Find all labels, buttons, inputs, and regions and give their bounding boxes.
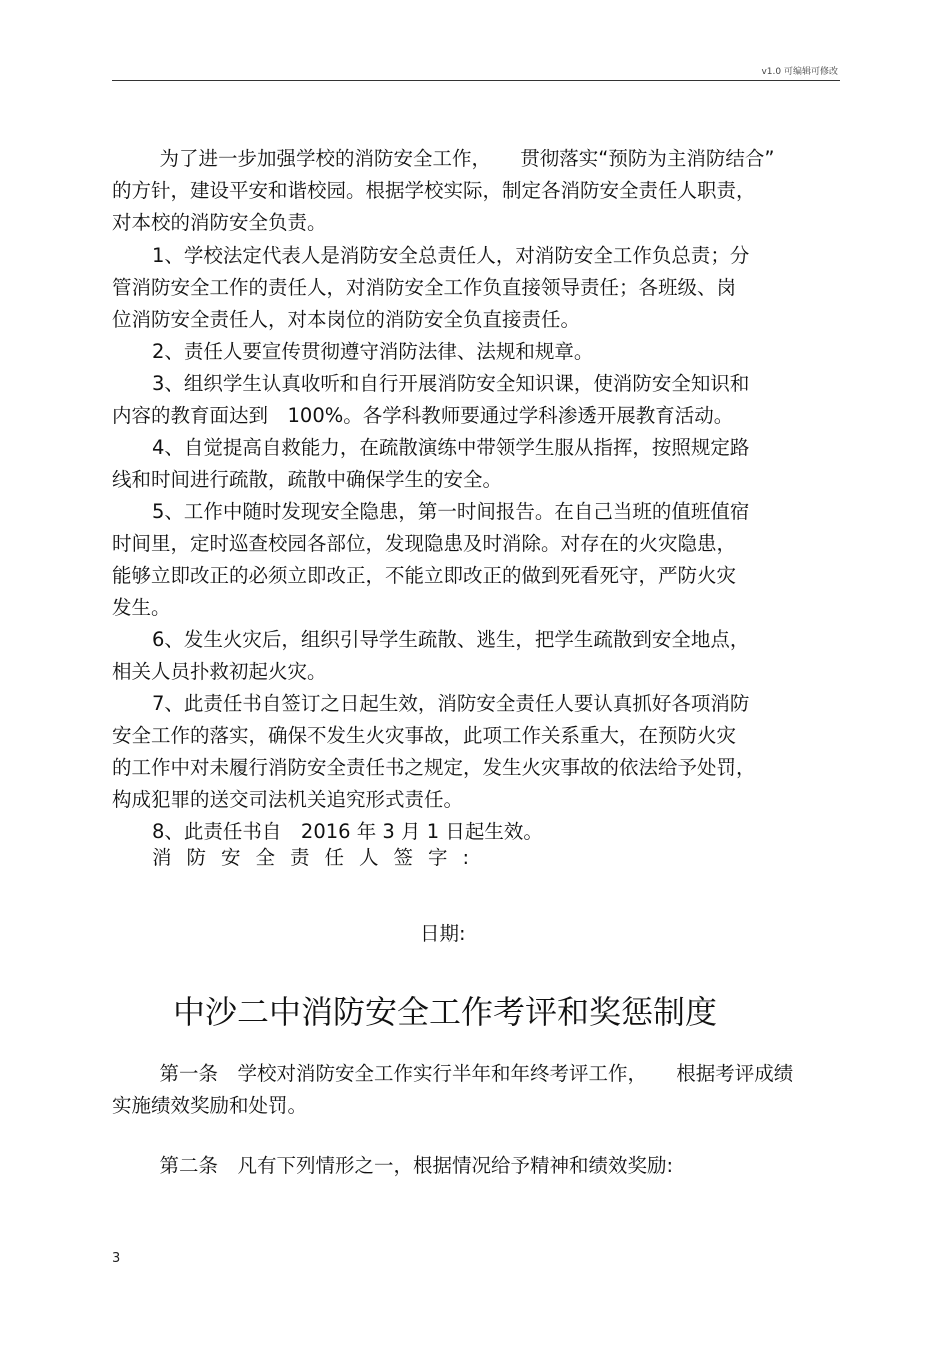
text-line: 实施绩效奖励和处罚。 [112,1094,308,1117]
text-line: 内容的教育面达到 100%。各学科教师要通过学科渗透开展教育活动。 [112,404,734,427]
article-2-paragraph [112,1150,812,1182]
text-line: 相关人员扑救初起火灾。 [112,660,327,683]
text-line: 位消防安全责任人，对本岗位的消防安全负直接责任。 [112,308,581,331]
header-divider [112,80,840,81]
clause-7-paragraph [112,688,812,816]
text-line: 4、自觉提高自救能力，在疏散演练中带领学生服从指挥，按照规定路 [152,436,750,459]
text-line: 为了进一步加强学校的消防安全工作， 贯彻落实“预防为主消防结合” [140,147,775,170]
text-line: 线和时间进行疏散，疏散中确保学生的安全。 [112,468,503,491]
version-label: v1.0 可编辑可修改 [761,67,838,77]
text-line: 对本校的消防安全负责。 [112,211,327,234]
clause-1-paragraph [112,240,812,336]
page-number: 3 [112,1251,121,1266]
clause-6-paragraph [112,624,812,688]
text-line: 的工作中对未履行消防安全责任书之规定，发生火灾事故的依法给予处罚， [112,756,756,779]
intro-paragraph [112,143,812,239]
section-title: 中沙二中消防安全工作考评和奖惩制度 [172,993,717,1031]
clause-4-paragraph [112,432,812,496]
text-line: 时间里，定时巡查校园各部位，发现隐患及时消除。对存在的火灾隐患， [112,532,737,555]
article-1-paragraph [112,1058,812,1122]
clause-2-paragraph [112,336,812,368]
text-line: 5、工作中随时发现安全隐患，第一时间报告。在自己当班的值班值宿 [152,500,750,523]
text-line: 构成犯罪的送交司法机关追究形式责任。 [112,788,464,811]
text-line: 第二条 凡有下列情形之一，根据情况给予精神和绩效奖励: [140,1154,674,1177]
text-line: 安全工作的落实，确保不发生火灾事故，此项工作关系重大，在预防火灾 [112,724,737,747]
clause-5-paragraph [112,496,812,624]
text-line: 管消防安全工作的责任人，对消防安全工作负直接领导责任；各班级、岗 [112,276,737,299]
clause-3-paragraph [112,368,812,432]
text-line: 的方针，建设平安和谐校园。根据学校实际，制定各消防安全责任人职责， [112,179,756,202]
signature-label: 消防安全责任人签字: [152,846,485,869]
text-line: 7、此责任书自签订之日起生效，消防安全责任人要认真抓好各项消防 [152,692,750,715]
text-line: 2、责任人要宣传贯彻遵守消防法律、法规和规章。 [152,340,594,363]
text-line: 第一条 学校对消防安全工作实行半年和年终考评工作， 根据考评成绩 [140,1062,794,1085]
text-line: 8、此责任书自 2016 年 3 月 1 日起生效。 [152,820,543,843]
text-line: 6、发生火灾后，组织引导学生疏散、逃生，把学生疏散到安全地点， [152,628,750,651]
text-line: 能够立即改正的必须立即改正，不能立即改正的做到死看死守，严防火灾 [112,564,737,587]
text-line: 1、学校法定代表人是消防安全总责任人，对消防安全工作负总责；分 [152,244,750,267]
date-label: 日期: [420,922,466,945]
text-line: 发生。 [112,596,171,619]
text-line: 3、组织学生认真收听和自行开展消防安全知识课，使消防安全知识和 [152,372,750,395]
